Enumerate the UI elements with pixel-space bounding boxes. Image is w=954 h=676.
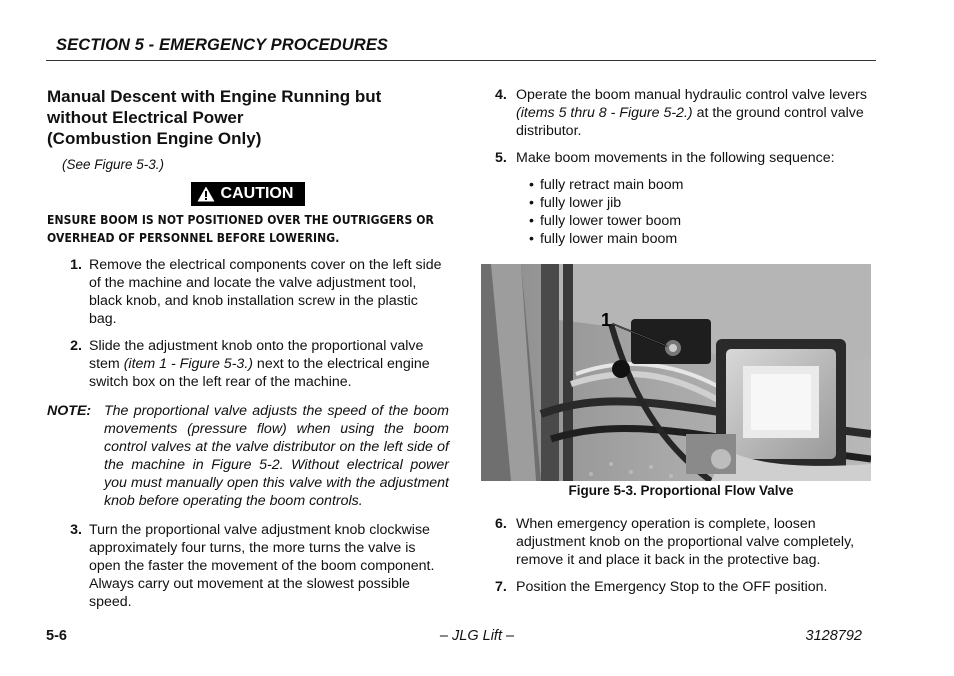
figure-reference: (items 5 thru 8 - Figure 5-2.) <box>516 105 693 121</box>
step-text-part: next to the electrical engine switch box on the left rear of the machine. <box>89 356 430 390</box>
boom-sequence-list <box>529 176 877 248</box>
step-text: When emergency operation is complete, loosen adjustment knob on the proportional valve completely, remove it and place it back in the protective bag. <box>516 516 855 568</box>
step-number: 1. <box>70 257 82 273</box>
callout-number: 1 <box>601 310 612 330</box>
right-column <box>495 86 877 248</box>
note-text: The proportional valve adjusts the speed of the boom movements (pressure flow) when using the boom control valves at the valve distributor on the left side of the machine in Figure 5-2. Without electrical power you must manually open this valve with the adjustment knob before operating the boom controls. <box>104 403 449 509</box>
step-2 <box>47 337 449 391</box>
heading-line: Manual Descent with Engine Running but <box>47 87 382 106</box>
page-number: 5-6 <box>46 628 67 644</box>
step-number: 5. <box>495 150 507 166</box>
step-text-part: at the ground control valve distributor. <box>516 105 864 139</box>
step-text: Remove the electrical components cover on the left side of the machine and locate the valve adjustment tool, black knob, and knob installation screw in the plastic bag. <box>89 257 442 327</box>
step-5 <box>495 149 877 167</box>
footer-brand: – JLG Lift – <box>439 628 515 644</box>
step-number: 3. <box>70 522 82 538</box>
procedure-heading <box>47 86 449 149</box>
caution-banner <box>191 182 306 206</box>
step-1 <box>47 256 449 328</box>
step-text <box>516 86 877 140</box>
heading-line: (Combustion Engine Only) <box>47 129 262 148</box>
list-item: • fully lower tower boom <box>529 212 877 230</box>
step-text-part: Slide the adjustment knob onto the proportional valve stem <box>89 338 424 372</box>
step-4 <box>495 86 877 140</box>
step-number: 6. <box>495 516 507 532</box>
step-number: 2. <box>70 338 82 354</box>
step-text: Turn the proportional valve adjustment knob clockwise approximately four turns, the more turns the valve is open the faster the movement of the boom component. Always carry out movement at the slowest possible speed. <box>89 522 435 610</box>
list-item: • fully lower main boom <box>529 230 877 248</box>
warning-triangle-icon <box>197 186 215 202</box>
right-column-bottom <box>495 506 877 596</box>
figure-caption: Figure 5-3. Proportional Flow Valve <box>568 483 794 498</box>
note <box>47 402 449 510</box>
step-text-part: Operate the boom manual hydraulic control valve levers <box>516 87 867 103</box>
step-3 <box>47 521 449 611</box>
step-number: 4. <box>495 87 507 103</box>
proportional-flow-valve-photo <box>481 264 871 481</box>
step-number: 7. <box>495 579 507 595</box>
step-7 <box>495 578 877 596</box>
list-item: • fully lower jib <box>529 194 877 212</box>
list-item: • fully retract main boom <box>529 176 877 194</box>
step-text: Make boom movements in the following sequence: <box>516 150 835 166</box>
left-column <box>47 86 449 611</box>
step-text: Position the Emergency Stop to the OFF position. <box>516 579 828 595</box>
document-number: 3128792 <box>805 628 862 644</box>
caution-text: ENSURE BOOM IS NOT POSITIONED OVER THE OUTRIGGERS OR OVERHEAD OF PERSONNEL BEFORE LOWERING. <box>47 212 434 245</box>
section-title: SECTION 5 - EMERGENCY PROCEDURES <box>56 36 389 54</box>
note-label: NOTE: <box>47 403 92 419</box>
see-figure-ref: (See Figure 5-3.) <box>62 157 165 172</box>
step-text <box>89 337 449 391</box>
caution-label: CAUTION <box>220 185 294 202</box>
figure-reference: (item 1 - Figure 5-3.) <box>123 356 253 372</box>
heading-line: without Electrical Power <box>47 108 244 127</box>
header-rule <box>46 60 876 61</box>
step-6 <box>495 515 877 569</box>
